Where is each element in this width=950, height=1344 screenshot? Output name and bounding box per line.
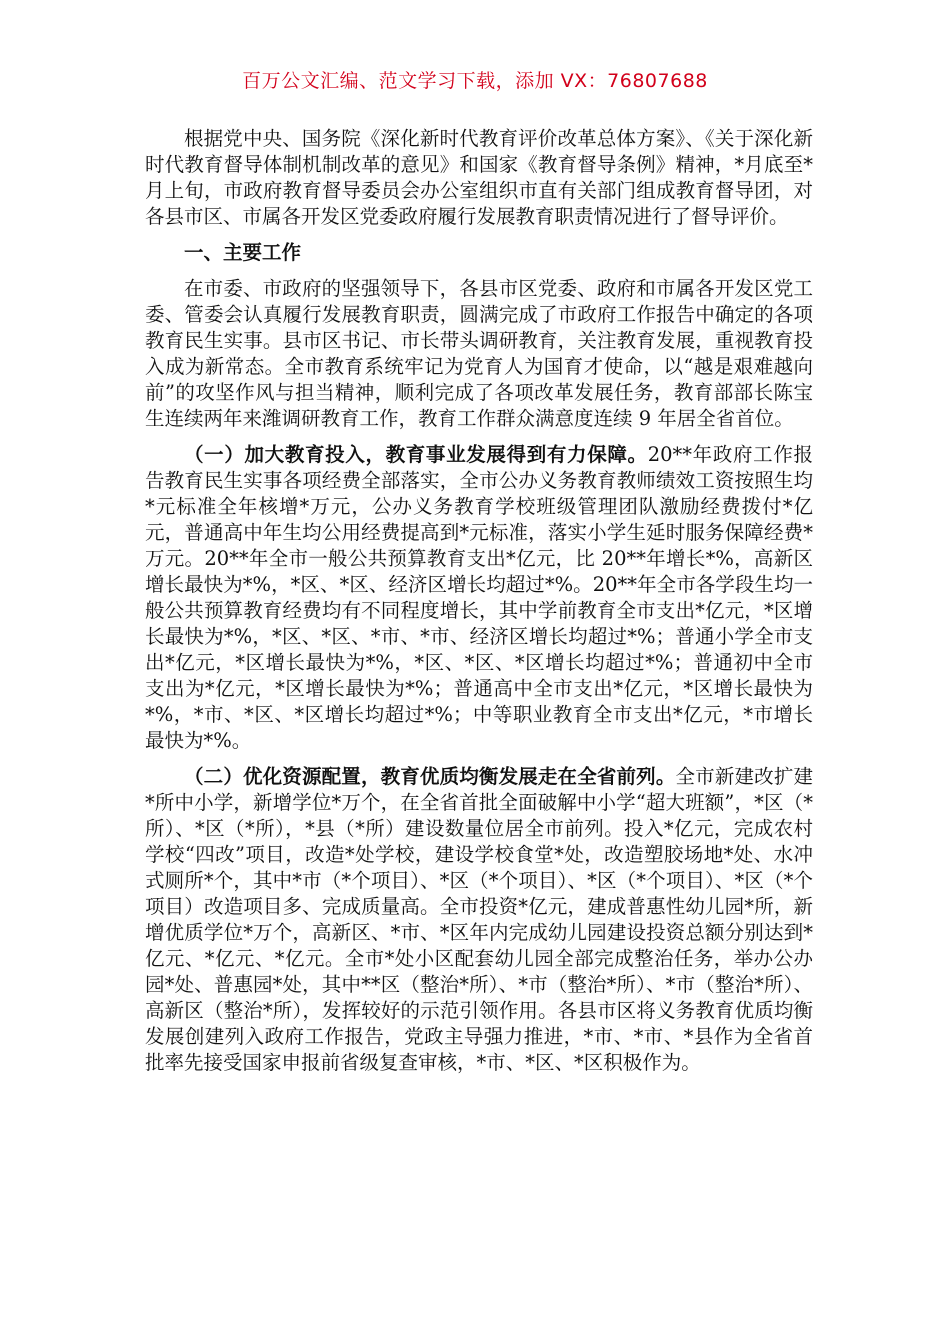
document-body [145, 126, 813, 1086]
item-paragraph-1 [145, 442, 813, 754]
header-watermark: 百万公文汇编、范文学习下载，添加 VX：76807688 [242, 70, 708, 92]
item-text-1: 20**年政府工作报告教育民生实事各项经费全部落实，全市公办义务教育教师绩效工资按照生均*元标准全年核增*万元，公办义务教育学校班级管理团队激励经费拨付*亿元，普通高中年生均公用经费提高到*元标准，落实小学生延时服务保障经费*万元。20**年全市一般公共预算教育支出*亿元，比 20**年增长*%，高新区增长最快为*%，*区、*区、经济区增长均超过*%。20**年全市各学段生均一般公共预算教育经费均有不同程度增长，其中学前教育全市支出*亿元，*区增长最快为*%，*区、*区、*市、*市、经济区增长均超过*%；普通小学全市支出*亿元，*区增长最快为*%，*区、*区、*区增长均超过*%；普通初中全市支出为*亿元，*区增长最快为*%；普通高中全市支出*亿元，*区增长最快为*%，*市、*区、*区增长均超过*%；中等职业教育全市支出*亿元，*市增长最快为*%。 [145, 443, 813, 752]
item-text-2: 全市新建改扩建*所中小学，新增学位*万个，在全省首批全面破解中小学“超大班额”，*区（*所）、*区（*所），*县（*所）建设数量位居全市前列。投入*亿元，完成农村学校“四改”项目，改造*处学校，建设学校食堂*处，改造塑胶场地*处、水冲式厕所*个，其中*市（*个项目）、*区（*个项目）、*区（*个项目）、*区（*个项目）改造项目多、完成质量高。全市投资*亿元，建成普惠性幼儿园*所，新增优质学位*万个，高新区、*市、*区年内完成幼儿园建设投资总额分别达到*亿元、*亿元、*亿元。全市*处小区配套幼儿园全部完成整治任务，举办公办园*处、普惠园*处，其中**区（整治*所）、*市（整治*所）、*市（整治*所）、高新区（整治*所），发挥较好的示范引领作用。各县市区将义务教育优质均衡发展创建列入政府工作报告，党政主导强力推进，*市、*市、*县作为全省首批率先接受国家申报前省级复查审核，*市、*区、*区积极作为。 [145, 765, 813, 1074]
item-lead-1: （一）加大教育投入，教育事业发展得到有力保障。 [184, 443, 648, 466]
item-paragraph-2 [145, 764, 813, 1076]
section-paragraph: 在市委、市政府的坚强领导下，各县市区党委、政府和市属各开发区党工委、管委会认真履行发展教育职责，圆满完成了市政府工作报告中确定的各项教育民生实事。县市区书记、市长带头调研教育，关注教育发展，重视教育投入成为新常态。全市教育系统牢记为党育人为国育才使命，以“越是艰难越向前”的攻坚作风与担当精神，顺利完成了各项改革发展任务，教育部部长陈宝生连续两年来潍调研教育工作，教育工作群众满意度连续 9 年居全省首位。 [145, 277, 813, 430]
intro-paragraph: 根据党中央、国务院《深化新时代教育评价改革总体方案》、《关于深化新时代教育督导体制机制改革的意见》和国家《教育督导条例》精神，*月底至*月上旬，市政府教育督导委员会办公室组织市直有关部门组成教育督导团，对各县市区、市属各开发区党委政府履行发展教育职责情况进行了督导评价。 [145, 127, 813, 228]
section-heading: 一、主要工作 [184, 241, 302, 264]
item-lead-2: （二）优化资源配置，教育优质均衡发展走在全省前列。 [184, 765, 676, 788]
